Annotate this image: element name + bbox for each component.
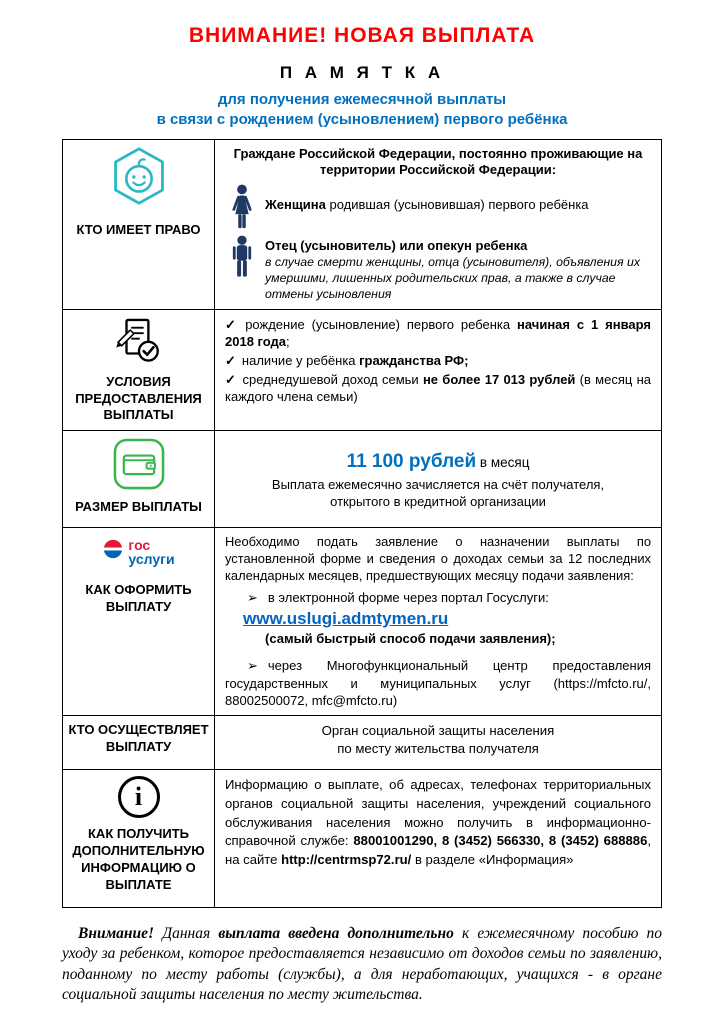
centrmsp-site-link[interactable]: http://centrmsp72.ru/ xyxy=(281,852,412,868)
arrow-bullet-icon: ➢ xyxy=(247,658,258,674)
subtitle-line2: в связи с рождением (усыновлением) первого ребёнка xyxy=(156,111,568,129)
amount-left-cell xyxy=(63,431,215,528)
how-label: КАК ОФОРМИТЬ ВЫПЛАТУ xyxy=(85,582,192,615)
check-icon: ✓ xyxy=(225,316,240,332)
operator-text: Орган социальной защиты населения по месту жительства получателя xyxy=(321,722,555,756)
row-how xyxy=(63,528,662,716)
gosuslugi-emblem-icon xyxy=(102,538,124,560)
check-icon: ✓ xyxy=(225,352,236,368)
row-who xyxy=(63,139,662,309)
footer-note: Внимание! Данная выплата введена дополнительно к ежемесячному пособию по уходу за ребенком, которое предоставляется независимо от доходов семьи по заявлению, поданному по месту работы (службы), а для неработающих, учащихся - в органе социальной защиты населения по месту жительства. xyxy=(62,924,663,1004)
conditions-right-cell xyxy=(215,309,662,431)
how-option-mfc: ➢ через Многофункциональный центр предоставления государственных и муниципальных услуг (https://mfcto.ru/, 88002500072, mfc@mfcto.ru) xyxy=(225,658,651,708)
condition-item: ✓ рождение (усыновление) первого ребенка начиная с 1 января 2018 года; xyxy=(225,316,651,349)
father-heading: Отец (усыновитель) или опекун ребенка xyxy=(265,238,528,254)
who-label: КТО ИМЕЕТ ПРАВО xyxy=(76,221,201,237)
amount-line: 11 100 рублей в месяц xyxy=(346,451,530,473)
info-phones: 88001001290, 8 (3452) 566330, 8 (3452) 688886 xyxy=(353,833,648,849)
how-intro: Необходимо подать заявление о назначении выплаты по установленной форме и сведения о доходах семьи за 12 последних календарных месяцев, предшествующих месяцу подачи заявления: xyxy=(225,534,651,583)
info-left-cell xyxy=(63,769,215,907)
amount-desc: Выплата ежемесячно зачисляется на счёт получателя, открытого в кредитной организации xyxy=(271,477,605,510)
amount-sum: 11 100 рублей xyxy=(346,451,477,473)
info-right-cell xyxy=(215,769,662,907)
info-text: Информацию о выплате, об адресах, телефонах территориальных органов социальной защиты населения, учреждений социального обслуживания населения можно получить в информационно-справочной службе: 88001001290, 8 (3452) 566330, 8 (3452) 688886, на сайте http://centrmsp72.ru/ в разделе «Информация» xyxy=(225,776,651,868)
info-label: КАК ПОЛУЧИТЬ ДОПОЛНИТЕЛЬНУЮ ИНФОРМАЦИЮ О ВЫПЛАТЕ xyxy=(72,825,205,892)
father-note: в случае смерти женщины, отца (усыновителя), объявления их умершими, лишенных родительских прав, а также в случае отмены усыновления xyxy=(265,255,640,301)
how-right-cell xyxy=(215,528,662,716)
link-note: (самый быстрый способ подачи заявления); xyxy=(265,631,556,647)
how-left-cell xyxy=(63,528,215,716)
operator-right-cell xyxy=(215,715,662,769)
father-row xyxy=(225,235,651,302)
man-icon xyxy=(225,235,259,279)
condition-item: ✓ среднедушевой доход семьи не более 17 013 рублей (в месяц на каждого члена семьи) xyxy=(225,372,651,405)
wallet-icon xyxy=(112,437,166,491)
subtitle-block xyxy=(62,90,662,131)
baby-icon xyxy=(109,146,169,206)
condition-item: ✓ наличие у ребёнка гражданства РФ; xyxy=(225,352,469,368)
amount-right-cell xyxy=(215,431,662,528)
uslugi-portal-link[interactable]: www.uslugi.admtymen.ru xyxy=(243,608,449,628)
gosuslugi-text-bottom: услуги xyxy=(128,551,175,568)
row-operator xyxy=(63,715,662,769)
amount-label: РАЗМЕР ВЫПЛАТЫ xyxy=(75,499,202,515)
who-intro: Граждане Российской Федерации, постоянно проживающие на территории Российской Федерации: xyxy=(233,145,643,178)
conditions-label: УСЛОВИЯ ПРЕДОСТАВЛЕНИЯ ВЫПЛАТЫ xyxy=(75,373,202,423)
row-info xyxy=(63,769,662,907)
conditions-left-cell xyxy=(63,309,215,431)
check-icon: ✓ xyxy=(225,372,237,388)
woman-row xyxy=(225,184,651,230)
operator-label: КТО ОСУЩЕСТВЛЯЕТ ВЫПЛАТУ xyxy=(68,721,209,754)
attention-title: ВНИМАНИЕ! НОВАЯ ВЫПЛАТА xyxy=(188,24,536,47)
subtitle-line1: для получения ежемесячной выплаты xyxy=(217,91,507,108)
woman-text: Женщина родившая (усыновившая) первого ребёнка xyxy=(265,197,589,213)
woman-icon xyxy=(225,184,259,230)
who-right-cell xyxy=(215,139,662,309)
how-option-electronic: ➢ в электронной форме через портал Госуслуги: xyxy=(247,589,549,605)
who-left-cell xyxy=(63,139,215,309)
row-amount xyxy=(63,431,662,528)
info-icon: i xyxy=(118,776,160,818)
memo-title: П А М Я Т К А xyxy=(279,63,445,82)
gosuslugi-text-top: гос xyxy=(128,537,151,554)
row-conditions xyxy=(63,309,662,431)
info-table xyxy=(62,139,662,908)
document-check-icon xyxy=(114,316,164,366)
arrow-bullet-icon: ➢ xyxy=(247,589,258,605)
operator-left-cell xyxy=(63,715,215,769)
father-text xyxy=(259,235,651,302)
gosuslugi-logo xyxy=(102,538,174,566)
